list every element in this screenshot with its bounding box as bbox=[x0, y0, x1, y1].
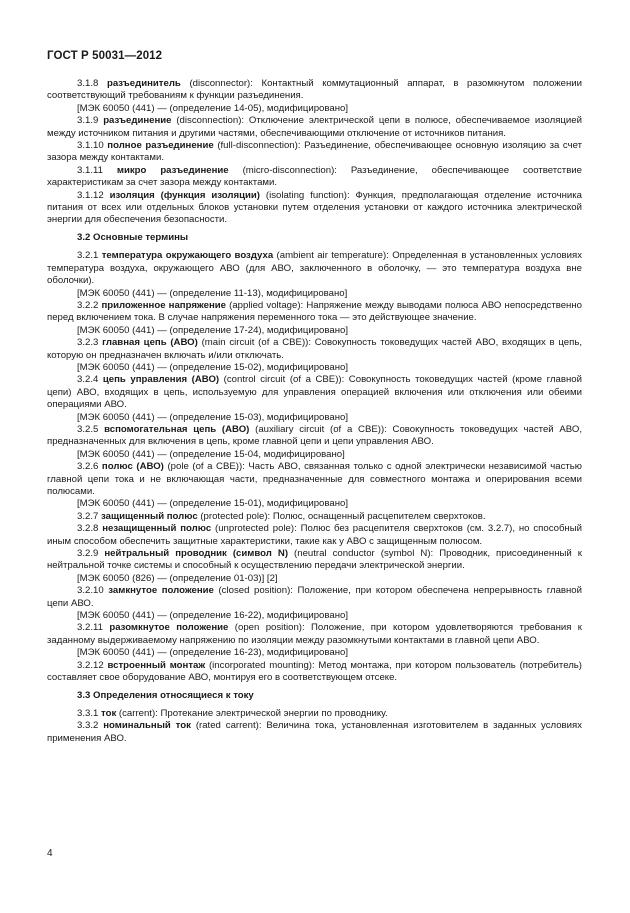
section-heading-3-2: 3.2 Основные термины bbox=[77, 231, 189, 243]
term: номинальный ток bbox=[103, 720, 191, 732]
term: главная цепь (АВО) bbox=[102, 337, 198, 349]
definition-3-2-10: 3.2.10 замкнутое положение (closed position): Положение, при котором обеспечена непрерывность главной цепи АВО. bbox=[47, 585, 583, 609]
term: разомкнутое положение bbox=[109, 622, 229, 634]
definition-3-3-2: 3.3.2 номинальный ток (rated carrent): Величина тока, установленная изготовителем в заданных условиях применения АВО. bbox=[47, 720, 582, 744]
definition-3-2-5: 3.2.5 вспомогательная цепь (АВО) (auxiliary circuit (of a CBE)): Совокупность токоведущих частей АВО, предназначенных для включения в цепь, кроме главной цепи и цепи управления АВО. bbox=[47, 423, 582, 448]
definition-3-2-2: 3.2.2 приложенное напряжение (applied voltage): Напряжение между выводами полюса АВО непосредственно перед включением тока. В случае напряжения переменного тока — это действующее значение. bbox=[47, 299, 582, 324]
reference: [МЭК 60050 (441) — (определение 16-23), модифицировано] bbox=[77, 647, 349, 659]
reference: [МЭК 60050 (441) — (определение 15-03), модифицировано] bbox=[77, 411, 349, 423]
page-number: 4 bbox=[47, 848, 53, 859]
document-body bbox=[47, 78, 582, 745]
definition-3-2-4: 3.2.4 цепь управления (АВО) (control circuit (of a CBE)): Совокупность токоведущих частей (кроме главной цепи) АВО, входящих в цепь, используемую для управления операцией включения или отключения или обеими операциями АВО. bbox=[47, 374, 582, 411]
definition-3-2-3: 3.2.3 главная цепь (АВО) (main circuit (of a CBE)): Совокупность токоведущих частей АВО, входящих в цепь, которую он предназначен включать и/или отключать. bbox=[47, 337, 582, 361]
term: приложенное напряжение bbox=[101, 299, 226, 311]
term: защищенный полюс bbox=[101, 510, 198, 522]
reference: [МЭК 60050 (441) — (определение 15-04, модифицировано] bbox=[77, 448, 345, 460]
definition-3-2-7: 3.2.7 защищенный полюс (protected pole): Полюс, оснащенный расцепителем сверхтоков. bbox=[77, 510, 486, 522]
reference: [МЭК 60050 (826) — (определение 01-03)] [2] bbox=[77, 572, 278, 584]
term: изоляция (функция изоляции) bbox=[109, 189, 260, 201]
section-heading-3-3: 3.3 Определения относящиеся к току bbox=[77, 689, 254, 701]
definition-3-1-12: 3.1.12 изоляция (функция изоляции) (isolating function): Функция, предполагающая отделение источника питания от всех или отдельных блоков установки путем отделения установки от каждого источника электрической энергии для обеспечения безопасности. bbox=[47, 189, 583, 226]
term: разъединение bbox=[103, 115, 172, 127]
definition-3-2-8: 3.2.8 незащищенный полюс (unprotected pole): Полюс без расцепителя сверхтоков (см. 3.2.7), но способный иным способом обеспечить защитные характеристики, такие как у АВО с защищенным полюсом. bbox=[47, 523, 582, 547]
definition-3-1-8: 3.1.8 разъединитель (disconnector): Контактный коммутационный аппарат, в разомкнутом положении соответствующий требованиям к функции разъединения. bbox=[47, 78, 582, 102]
document-header: ГОСТ Р 50031—2012 bbox=[47, 50, 163, 62]
term: микро разъединение bbox=[116, 164, 229, 176]
term: нейтральный проводник (символ N) bbox=[104, 548, 289, 560]
definition-3-2-6: 3.2.6 полюс (АВО) (pole (of a CBE)): Часть АВО, связанная только с одной электрически независимой частью главной цепи тока и не включающая части, предназначенные для совместного монтажа и оперирования всеми полюсами. bbox=[47, 461, 582, 497]
term: вспомогательная цепь (АВО) bbox=[104, 423, 250, 435]
reference: [МЭК 60050 (441) — (определение 15-01), модифицировано] bbox=[77, 498, 349, 510]
definition-3-2-12: 3.2.12 встроенный монтаж (incorporated mounting): Метод монтажа, при котором пользователь (потребитель) составляет свое оборудование АВО, монтируя его в соответствующем отсеке. bbox=[47, 659, 583, 684]
term: разъединитель bbox=[106, 78, 181, 89]
reference: [МЭК 60050 (441) — (определение 11-13), модифицировано] bbox=[77, 287, 348, 299]
term: замкнутое положение bbox=[108, 585, 214, 597]
definition-3-2-11: 3.2.11 разомкнутое положение (open position): Положение, при котором удовлетворяются требования к заданному выдерживаемому напряжению по изоляции между разомкнутыми контактами в главной цепи АВО. bbox=[47, 622, 582, 646]
reference: [МЭК 60050 (441) — (определение 16-22), модифицировано] bbox=[77, 610, 349, 622]
definition-3-1-10: 3.1.10 полное разъединение (full-disconnection): Разъединение, обеспечивающее основную изоляцию за счет зазора между контактами. bbox=[47, 140, 583, 164]
term: ток bbox=[101, 707, 117, 719]
reference: [МЭК 60050 (441) — (определение 15-02), модифицировано] bbox=[77, 361, 349, 373]
reference: [МЭК 60050 (441) — (определение 17-24), модифицировано] bbox=[77, 324, 349, 336]
term: встроенный монтаж bbox=[107, 659, 206, 671]
definition-3-2-9: 3.2.9 нейтральный проводник (символ N) (neutral conductor (symbol N): Проводник, присоединенный к нейтральной точке системы и способный к осуществлению передачи электрической энергии. bbox=[47, 548, 582, 572]
reference: [МЭК 60050 (441) — (определение 14-05), модифицировано] bbox=[77, 102, 349, 114]
term: полное разъединение bbox=[107, 140, 214, 152]
term: полюс (АВО) bbox=[101, 461, 164, 473]
term: температура окружающего воздуха bbox=[101, 250, 274, 262]
term: цепь управления (АВО) bbox=[102, 374, 220, 386]
definition-3-2-1: 3.2.1 температура окружающего воздуха (ambient air temperature): Определенная в установленных условиях температура воздуха, окружающего АВО (для АВО, заключенного в оболочку, — это температура воздуха вне оболочки). bbox=[47, 250, 582, 287]
definition-3-1-11: 3.1.11 микро разъединение (micro-disconnection): Разъединение, обеспечивающее соответствие характеристикам за счет зазора между контактами. bbox=[47, 164, 582, 189]
definition-3-1-9: 3.1.9 разъединение (disconnection): Отключение электрической цепи в полюсе, обеспечиваемое изоляцией между источником питания и другими частями, обеспечивающими отключение от источников питания. bbox=[47, 115, 582, 139]
term: незащищенный полюс bbox=[102, 523, 212, 535]
definition-3-3-1: 3.3.1 ток (carrent): Протекание электрической энергии по проводнику. bbox=[77, 707, 388, 719]
